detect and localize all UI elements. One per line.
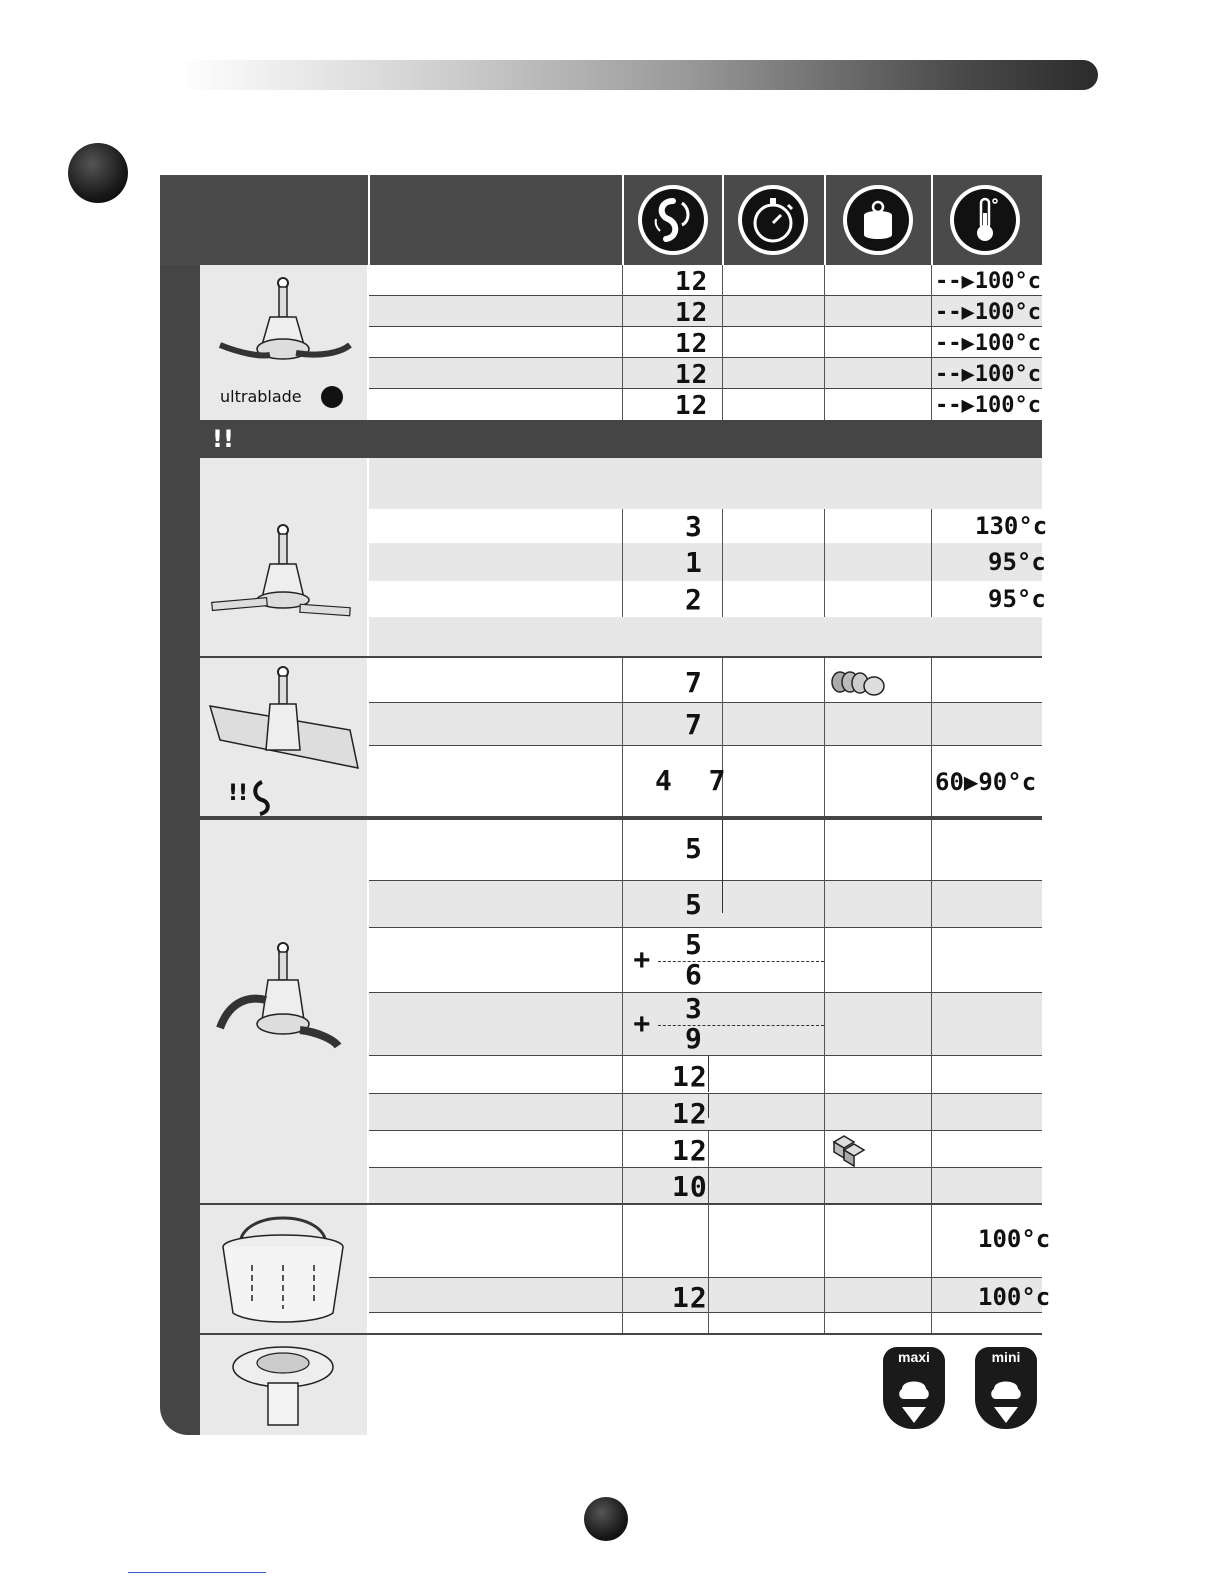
sliced-vegetables-icon: [830, 668, 890, 698]
temperature-value: 100°c: [978, 1283, 1051, 1311]
table-row: [369, 581, 1042, 617]
section-blade: [200, 820, 1042, 1203]
ice-cubes-icon: [830, 1132, 870, 1166]
speed-value: 12: [675, 329, 709, 359]
table-row: [369, 458, 1042, 508]
mixer-image: [200, 658, 369, 816]
section-mixer: [200, 658, 1042, 818]
section-steam-basket: [200, 1205, 1051, 1333]
kneader-accessory-icon: [200, 458, 367, 656]
speed-value: 12: [672, 1281, 708, 1314]
page-marker-circle: [584, 1497, 628, 1541]
table-row: [369, 928, 1042, 992]
table-row: [369, 509, 1042, 543]
speed-value: 12: [675, 391, 709, 421]
temperature-value: 130°c: [975, 512, 1048, 540]
speed-value: 2: [685, 583, 703, 616]
speed-value: 1: [685, 546, 703, 579]
section-kneader: [200, 458, 1048, 656]
speed-value: 3: [685, 992, 703, 1025]
speed-value: 7: [685, 708, 703, 741]
thermometer-icon: [950, 185, 1020, 255]
warning-label: !!: [212, 425, 234, 453]
speed-icon: [638, 185, 708, 255]
table-row: [369, 881, 1042, 927]
ultrablade-accessory-icon: [200, 265, 367, 420]
steam-cap-image: [200, 1335, 369, 1435]
temperature-value: --▶100°c: [935, 269, 1041, 294]
ultrablade-image: [200, 265, 369, 420]
section-ultrablade: [200, 265, 1042, 458]
steam-basket-icon: [200, 1205, 367, 1333]
temperature-value: 100°c: [978, 1225, 1051, 1253]
speed-value: 12: [675, 360, 709, 390]
speed-value: 4 7: [655, 764, 727, 797]
table-row: [369, 618, 1042, 656]
maxi-label: maxi: [898, 1349, 930, 1365]
temperature-value: 60▶90°c: [935, 768, 1037, 796]
mixer-accessory-icon: [200, 658, 367, 816]
section-steam-cap: [200, 1335, 1042, 1435]
speed-value: 6: [685, 958, 703, 991]
speed-value: 12: [672, 1134, 708, 1167]
speed-value: 12: [672, 1097, 708, 1130]
blade-image: [200, 820, 369, 1203]
weight-icon: [843, 185, 913, 255]
kneader-image: [200, 458, 369, 656]
section-marker-circle: [68, 143, 128, 203]
blade-accessory-icon: [200, 820, 367, 1203]
table-row: [369, 820, 1042, 880]
speed-value: 12: [675, 298, 709, 328]
speed-value: 7: [685, 666, 703, 699]
table-header: [160, 175, 1042, 265]
top-gradient-bar: [178, 60, 1098, 90]
steam-basket-image: [200, 1205, 369, 1333]
ultrablade-brand: ultrablade: [220, 387, 302, 406]
speed-value: 5: [685, 928, 703, 961]
timer-icon: [738, 185, 808, 255]
maxi-steam-badge: [883, 1347, 945, 1429]
steam-cap-icon: [200, 1335, 367, 1435]
table-row: [369, 993, 1042, 1055]
speed-value: 3: [685, 510, 703, 543]
speed-value: 5: [685, 832, 703, 865]
program-table: [160, 175, 1051, 1435]
speed-value: 12: [675, 267, 709, 297]
footer-line: [128, 1572, 266, 1573]
mini-label: mini: [991, 1349, 1021, 1365]
temperature-value: --▶100°c: [935, 300, 1041, 325]
table-row: [369, 544, 1042, 580]
temperature-value: 95°c: [988, 548, 1046, 576]
speed-value: 5: [685, 888, 703, 921]
temperature-value: --▶100°c: [935, 393, 1041, 418]
table-row: [369, 1205, 1042, 1277]
speed-value: 9: [685, 1022, 703, 1055]
temperature-value: 95°c: [988, 585, 1046, 613]
mixer-warning: !!: [228, 781, 249, 806]
plus-sign: +: [633, 944, 651, 977]
temperature-value: --▶100°c: [935, 362, 1041, 387]
speed-value: 12: [672, 1060, 708, 1093]
plus-sign: +: [633, 1008, 651, 1041]
table-row: [369, 658, 1042, 702]
table-row: [369, 1313, 1042, 1333]
steam-icon: [986, 1369, 1026, 1425]
temperature-value: --▶100°c: [935, 331, 1041, 356]
speed-value: 10: [672, 1170, 708, 1203]
mini-steam-badge: [975, 1347, 1037, 1429]
steam-icon: [894, 1369, 934, 1425]
table-row: [369, 703, 1042, 745]
